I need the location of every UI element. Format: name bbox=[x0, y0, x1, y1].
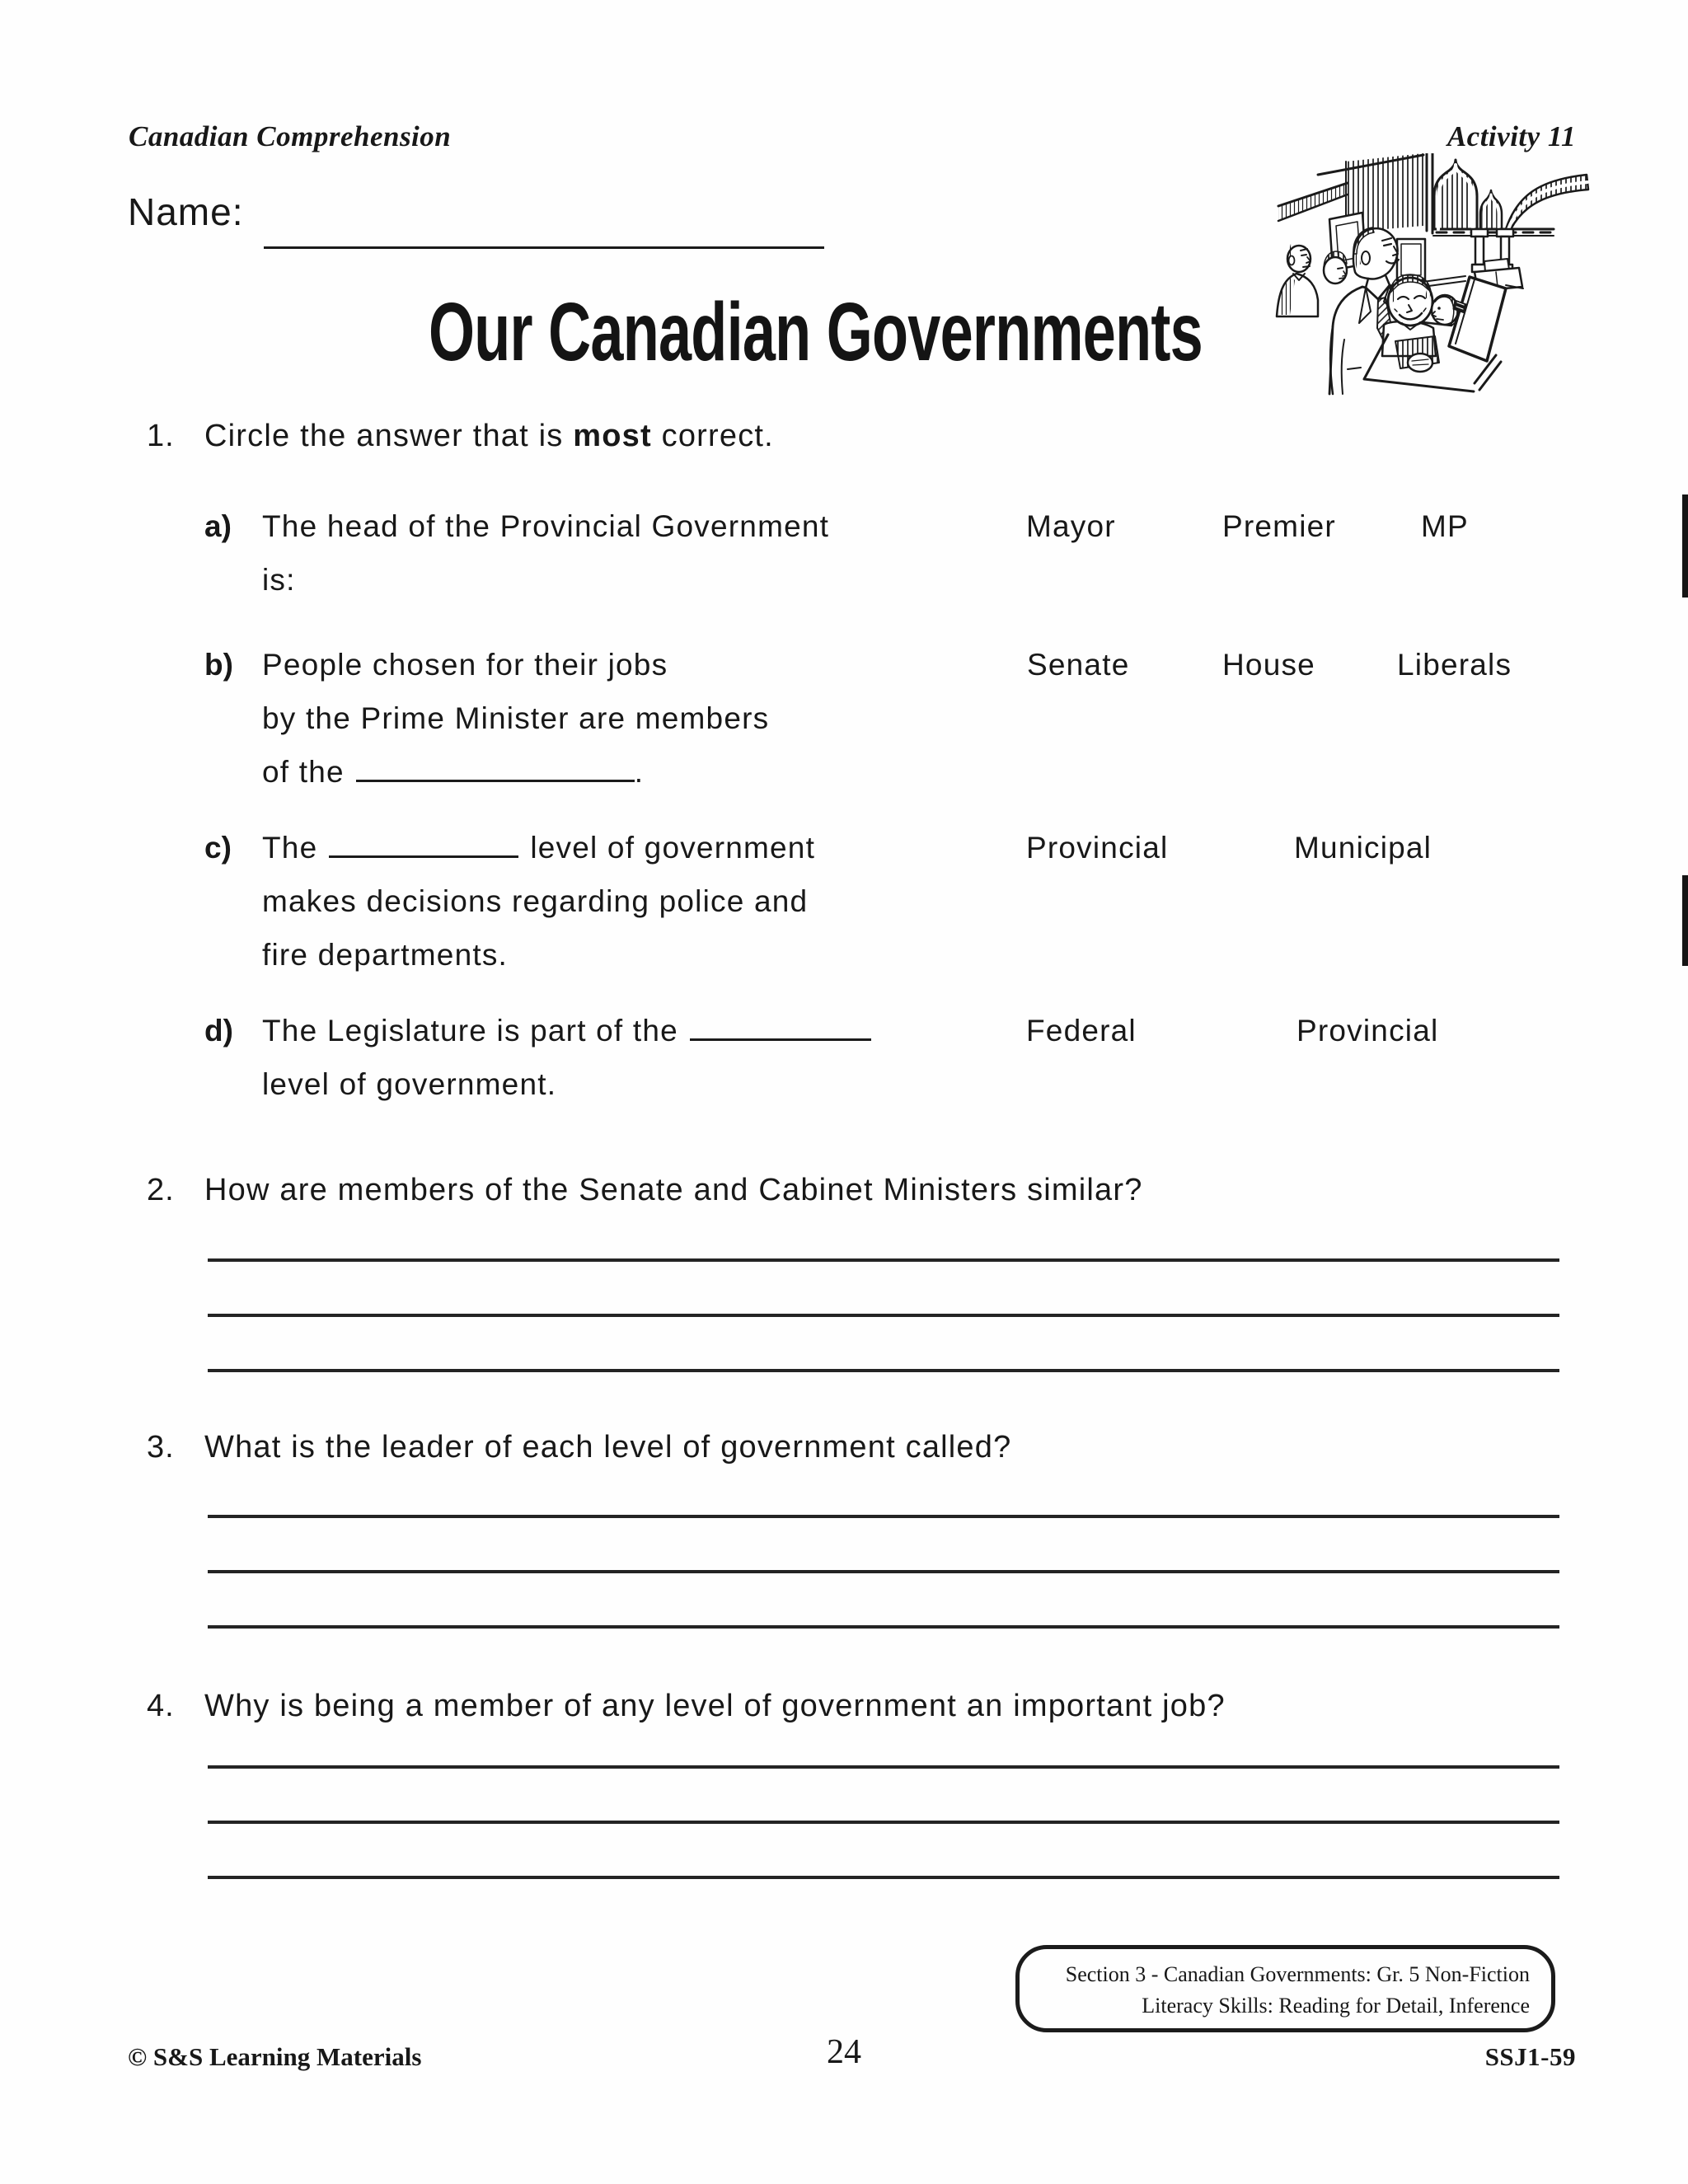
option-house[interactable]: House bbox=[1222, 648, 1315, 682]
option-federal[interactable]: Federal bbox=[1026, 1014, 1137, 1047]
part-d-letter: d) bbox=[204, 1014, 233, 1047]
book-title: Canadian Comprehension bbox=[129, 120, 452, 152]
answer-line[interactable] bbox=[208, 1515, 1559, 1518]
name-label: Name: bbox=[128, 190, 244, 233]
question-1-prompt: Circle the answer that is most correct. bbox=[204, 419, 774, 453]
option-mayor[interactable]: Mayor bbox=[1026, 509, 1116, 543]
name-fill-in-line[interactable] bbox=[264, 246, 824, 249]
option-senate[interactable]: Senate bbox=[1027, 648, 1130, 682]
copyright-text: © S&S Learning Materials bbox=[128, 2042, 422, 2071]
page-title: Our Canadian Governments bbox=[429, 286, 1203, 378]
option-mp[interactable]: MP bbox=[1421, 509, 1469, 543]
answer-line[interactable] bbox=[208, 1625, 1559, 1629]
question-4-number: 4. bbox=[147, 1689, 175, 1723]
part-b-text: People chosen for their jobs by the Prime Minister are members of the . bbox=[262, 648, 770, 789]
question-3-text: What is the leader of each level of government called? bbox=[204, 1430, 1012, 1465]
part-d-text: The Legislature is part of the level of government. bbox=[262, 1004, 971, 1111]
option-liberals[interactable]: Liberals bbox=[1397, 648, 1512, 682]
fill-in-blank-c[interactable] bbox=[329, 831, 518, 858]
fill-in-blank-b[interactable] bbox=[356, 755, 635, 782]
answer-line[interactable] bbox=[208, 1876, 1559, 1879]
question-3-number: 3. bbox=[147, 1430, 175, 1465]
page-number: 24 bbox=[827, 2033, 861, 2071]
scan-artifact bbox=[1682, 494, 1688, 598]
answer-line[interactable] bbox=[208, 1258, 1559, 1262]
question-1-number: 1. bbox=[147, 419, 175, 453]
scan-artifact bbox=[1682, 875, 1688, 966]
prompt-emphasis: most bbox=[573, 419, 652, 453]
part-a-text: The head of the Provincial Government is: bbox=[262, 509, 830, 597]
section-note-line1: Section 3 - Canadian Governments: Gr. 5 Non-Fiction bbox=[1065, 1962, 1530, 1986]
option-provincial-d[interactable]: Provincial bbox=[1296, 1014, 1439, 1047]
fill-in-blank-d[interactable] bbox=[690, 1014, 871, 1041]
answer-line[interactable] bbox=[208, 1570, 1559, 1573]
part-b-letter: b) bbox=[204, 648, 233, 682]
parliament-debate-illustration bbox=[1272, 153, 1592, 407]
option-premier[interactable]: Premier bbox=[1222, 509, 1336, 543]
question-2-number: 2. bbox=[147, 1173, 175, 1207]
option-provincial-c[interactable]: Provincial bbox=[1026, 831, 1169, 865]
activity-label: Activity 11 bbox=[1447, 120, 1576, 152]
section-note-box bbox=[1015, 1945, 1555, 2032]
part-a-letter: a) bbox=[204, 509, 232, 543]
section-note-line2: Literacy Skills: Reading for Detail, Inference bbox=[1142, 1994, 1530, 2018]
question-4-text: Why is being a member of any level of government an important job? bbox=[204, 1689, 1226, 1723]
product-code: SSJ1-59 bbox=[1484, 2042, 1576, 2071]
option-municipal[interactable]: Municipal bbox=[1294, 831, 1432, 865]
answer-line[interactable] bbox=[208, 1821, 1559, 1824]
answer-line[interactable] bbox=[208, 1765, 1559, 1769]
part-c-text: The level of government makes decisions regarding police and fire departments. bbox=[262, 831, 816, 972]
part-c-letter: c) bbox=[204, 831, 232, 865]
answer-line[interactable] bbox=[208, 1314, 1559, 1317]
question-2-text: How are members of the Senate and Cabinet Ministers similar? bbox=[204, 1173, 1143, 1207]
answer-line[interactable] bbox=[208, 1369, 1559, 1372]
